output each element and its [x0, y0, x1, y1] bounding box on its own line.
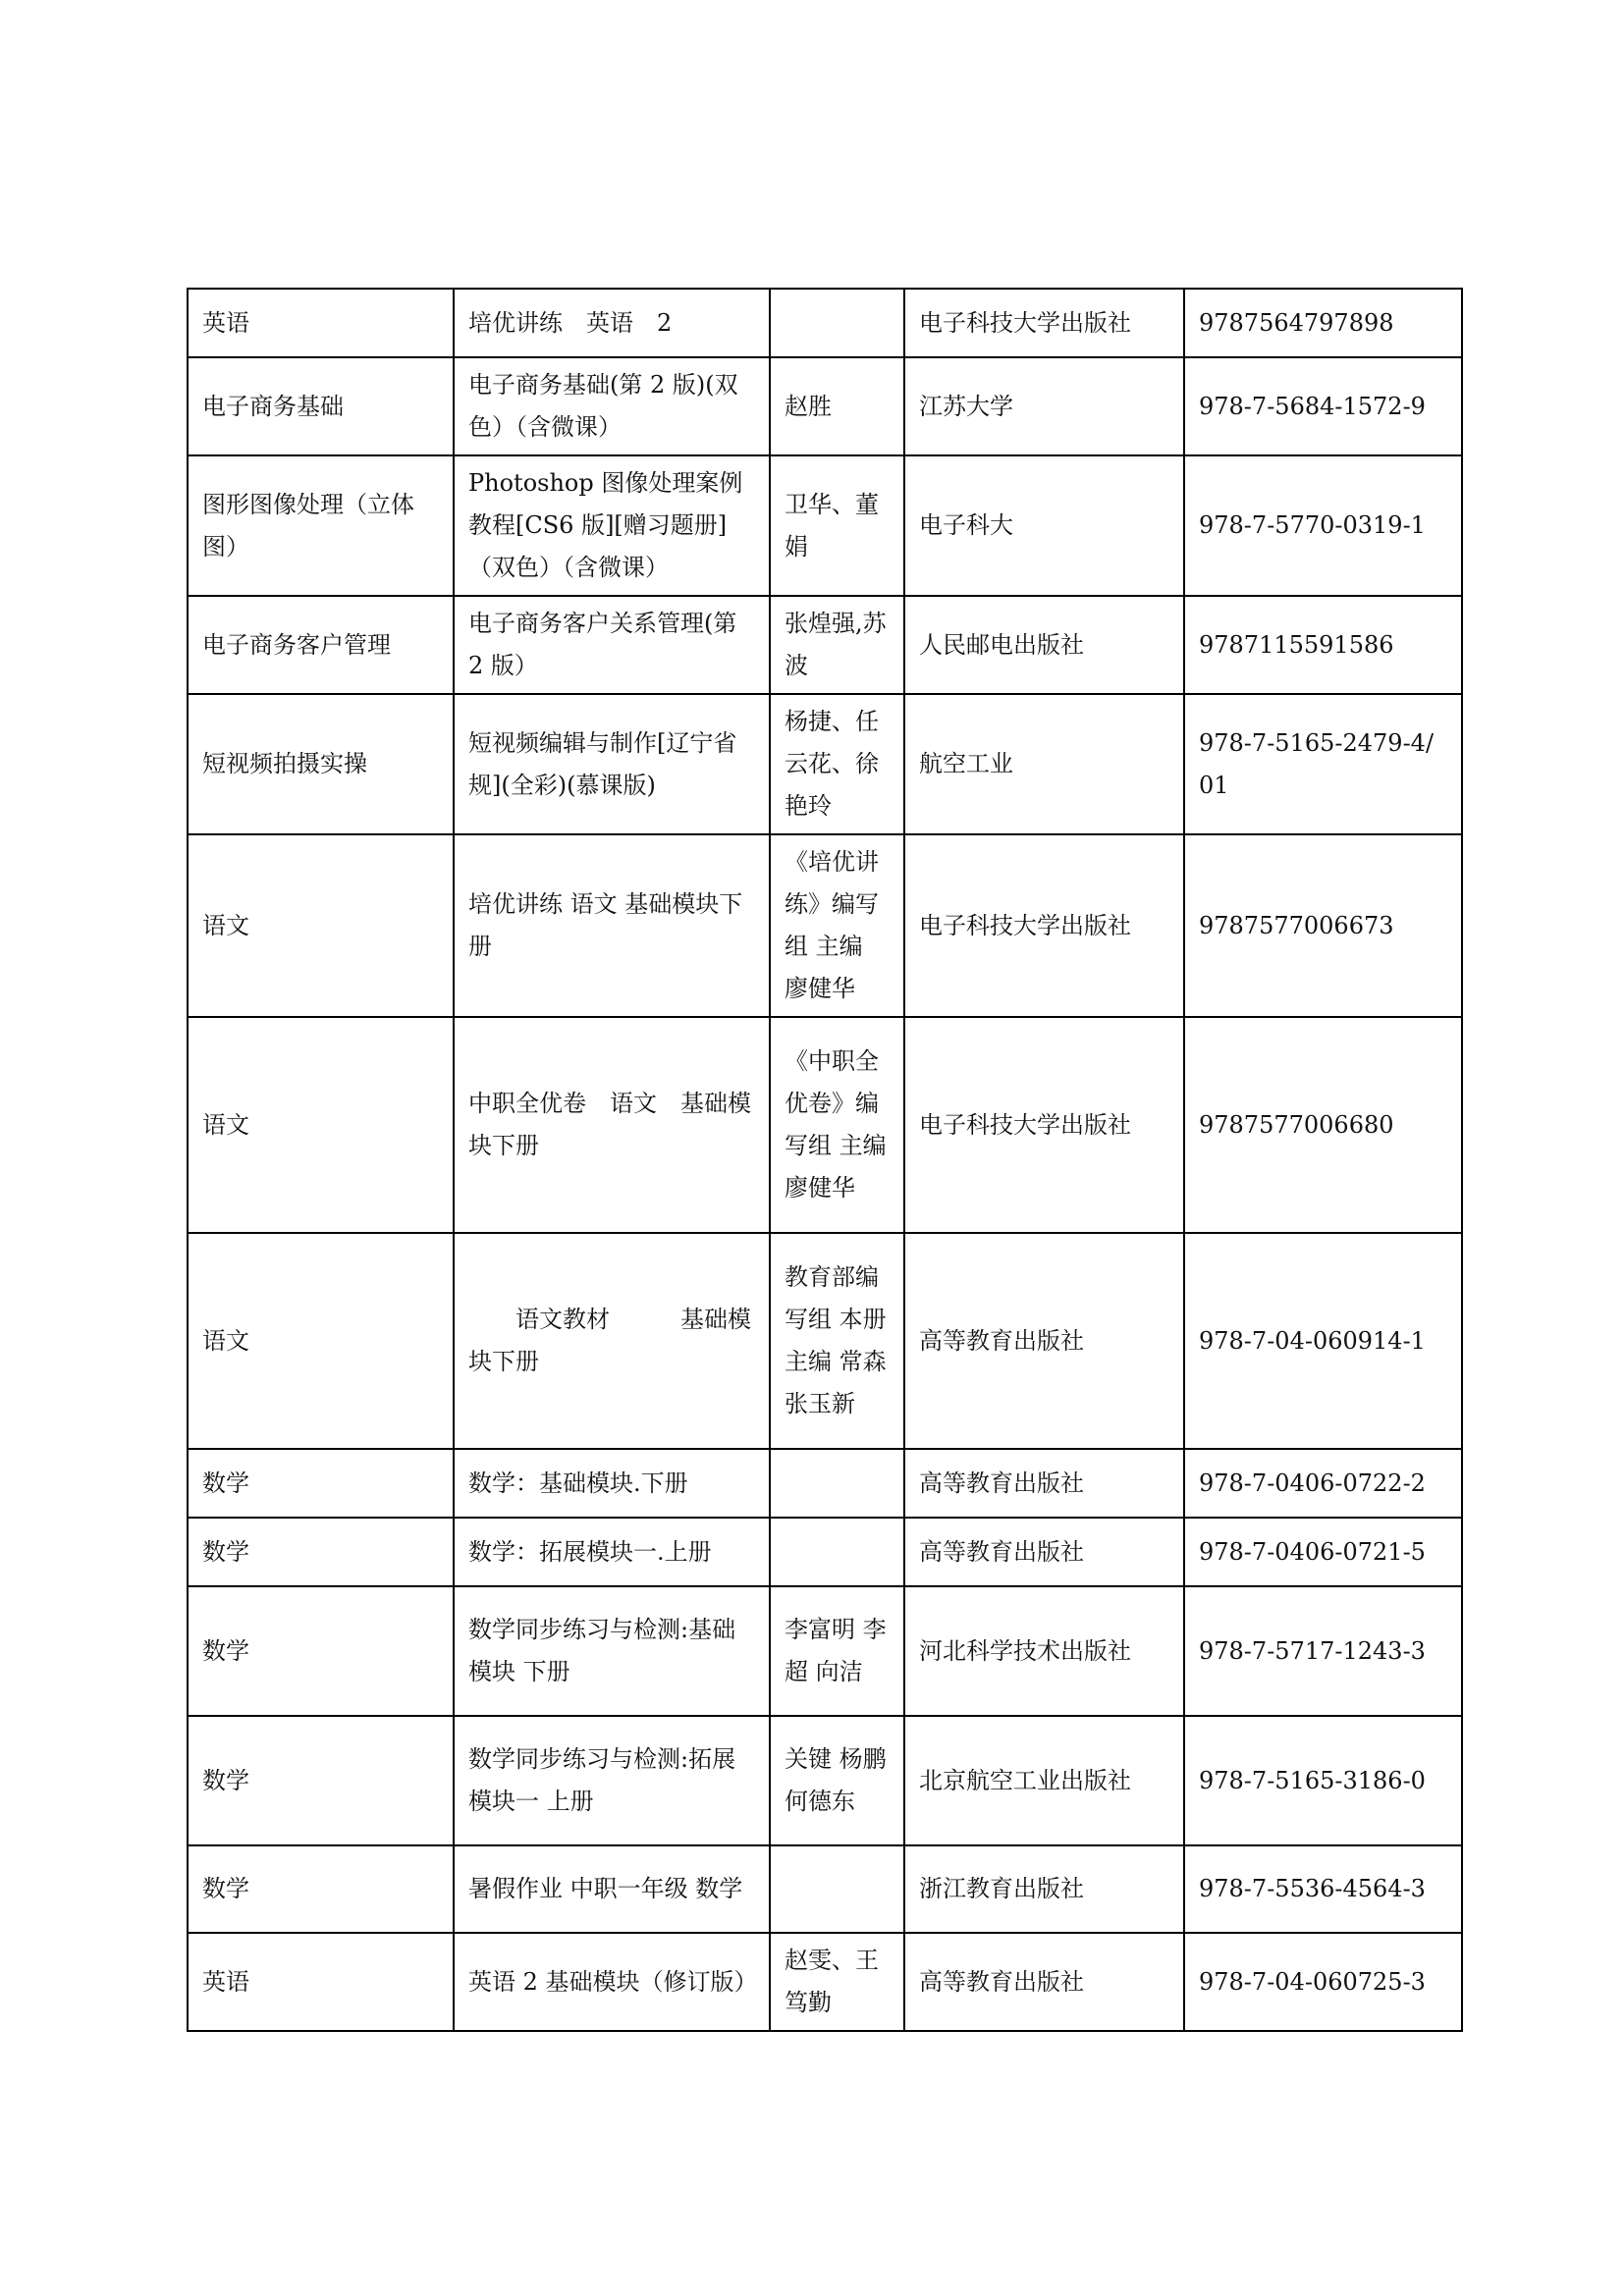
author-cell: 关键 杨鹏 何德东	[770, 1716, 904, 1845]
title-cell: 电子商务基础(第 2 版)(双色）（含微课）	[454, 357, 770, 455]
subject-cell: 图形图像处理（立体图）	[188, 455, 454, 596]
title-cell: 数学：基础模块.下册	[454, 1449, 770, 1518]
subject-cell: 电子商务客户管理	[188, 596, 454, 694]
isbn-cell: 978-7-5165-3186-0	[1184, 1716, 1462, 1845]
isbn-cell: 978-7-5717-1243-3	[1184, 1586, 1462, 1716]
publisher-cell: 高等教育出版社	[904, 1233, 1184, 1449]
title-cell: 电子商务客户关系管理(第 2 版）	[454, 596, 770, 694]
title-cell: 英语 2 基础模块（修订版）	[454, 1933, 770, 2031]
table-row	[188, 455, 1462, 596]
author-cell: 杨捷、任云花、徐艳玲	[770, 694, 904, 834]
publisher-cell: 电子科技大学出版社	[904, 834, 1184, 1017]
author-cell: 李富明 李超 向洁	[770, 1586, 904, 1716]
table-row	[188, 834, 1462, 1017]
author-cell: 赵胜	[770, 357, 904, 455]
subject-cell: 电子商务基础	[188, 357, 454, 455]
isbn-cell: 978-7-5536-4564-3	[1184, 1845, 1462, 1933]
table-row	[188, 1518, 1462, 1586]
author-cell: 张煌强,苏波	[770, 596, 904, 694]
publisher-cell: 北京航空工业出版社	[904, 1716, 1184, 1845]
isbn-cell: 9787115591586	[1184, 596, 1462, 694]
subject-cell: 数学	[188, 1449, 454, 1518]
isbn-cell: 978-7-0406-0721-5	[1184, 1518, 1462, 1586]
isbn-cell: 978-7-5165-2479-4/01	[1184, 694, 1462, 834]
title-cell: 数学同步练习与检测:拓展模块一 上册	[454, 1716, 770, 1845]
subject-cell: 数学	[188, 1845, 454, 1933]
table-row	[188, 289, 1462, 357]
title-cell: 暑假作业 中职一年级 数学	[454, 1845, 770, 1933]
title-cell: 数学同步练习与检测:基础模块 下册	[454, 1586, 770, 1716]
subject-cell: 数学	[188, 1518, 454, 1586]
table-row	[188, 1716, 1462, 1845]
author-cell	[770, 1518, 904, 1586]
title-cell: 培优讲练 英语 2	[454, 289, 770, 357]
author-cell: 《中职全优卷》编写组 主编 廖健华	[770, 1017, 904, 1233]
author-cell: 《培优讲练》编写组 主编 廖健华	[770, 834, 904, 1017]
title-cell: 语文教材 基础模块下册	[454, 1233, 770, 1449]
publisher-cell: 浙江教育出版社	[904, 1845, 1184, 1933]
author-cell	[770, 1845, 904, 1933]
isbn-cell: 978-7-04-060914-1	[1184, 1233, 1462, 1449]
table-row	[188, 1586, 1462, 1716]
table-row	[188, 1845, 1462, 1933]
subject-cell: 数学	[188, 1586, 454, 1716]
title-cell: 数学：拓展模块一.上册	[454, 1518, 770, 1586]
isbn-cell: 978-7-04-060725-3	[1184, 1933, 1462, 2031]
table-row	[188, 1933, 1462, 2031]
publisher-cell: 电子科大	[904, 455, 1184, 596]
isbn-cell: 978-7-5770-0319-1	[1184, 455, 1462, 596]
title-cell: 短视频编辑与制作[辽宁省规](全彩)(慕课版)	[454, 694, 770, 834]
isbn-cell: 9787577006680	[1184, 1017, 1462, 1233]
publisher-cell: 电子科技大学出版社	[904, 289, 1184, 357]
isbn-cell: 9787577006673	[1184, 834, 1462, 1017]
author-cell	[770, 1449, 904, 1518]
subject-cell: 英语	[188, 1933, 454, 2031]
isbn-cell: 978-7-0406-0722-2	[1184, 1449, 1462, 1518]
table-row	[188, 1017, 1462, 1233]
title-cell: Photoshop 图像处理案例教程[CS6 版][赠习题册]（双色）（含微课）	[454, 455, 770, 596]
author-cell	[770, 289, 904, 357]
subject-cell: 语文	[188, 1017, 454, 1233]
publisher-cell: 高等教育出版社	[904, 1449, 1184, 1518]
publisher-cell: 电子科技大学出版社	[904, 1017, 1184, 1233]
subject-cell: 英语	[188, 289, 454, 357]
table-row	[188, 694, 1462, 834]
author-cell: 卫华、董娟	[770, 455, 904, 596]
publisher-cell: 河北科学技术出版社	[904, 1586, 1184, 1716]
isbn-cell: 9787564797898	[1184, 289, 1462, 357]
table-row	[188, 357, 1462, 455]
table-row	[188, 1233, 1462, 1449]
subject-cell: 数学	[188, 1716, 454, 1845]
publisher-cell: 江苏大学	[904, 357, 1184, 455]
table-row	[188, 1449, 1462, 1518]
subject-cell: 语文	[188, 1233, 454, 1449]
isbn-cell: 978-7-5684-1572-9	[1184, 357, 1462, 455]
subject-cell: 语文	[188, 834, 454, 1017]
table-row	[188, 596, 1462, 694]
author-cell: 赵雯、王笃勤	[770, 1933, 904, 2031]
publisher-cell: 高等教育出版社	[904, 1933, 1184, 2031]
title-cell: 培优讲练 语文 基础模块下册	[454, 834, 770, 1017]
author-cell: 教育部编写组 本册主编 常森 张玉新	[770, 1233, 904, 1449]
publisher-cell: 高等教育出版社	[904, 1518, 1184, 1586]
subject-cell: 短视频拍摄实操	[188, 694, 454, 834]
textbook-table	[187, 288, 1463, 2032]
publisher-cell: 人民邮电出版社	[904, 596, 1184, 694]
publisher-cell: 航空工业	[904, 694, 1184, 834]
title-cell: 中职全优卷 语文 基础模块下册	[454, 1017, 770, 1233]
